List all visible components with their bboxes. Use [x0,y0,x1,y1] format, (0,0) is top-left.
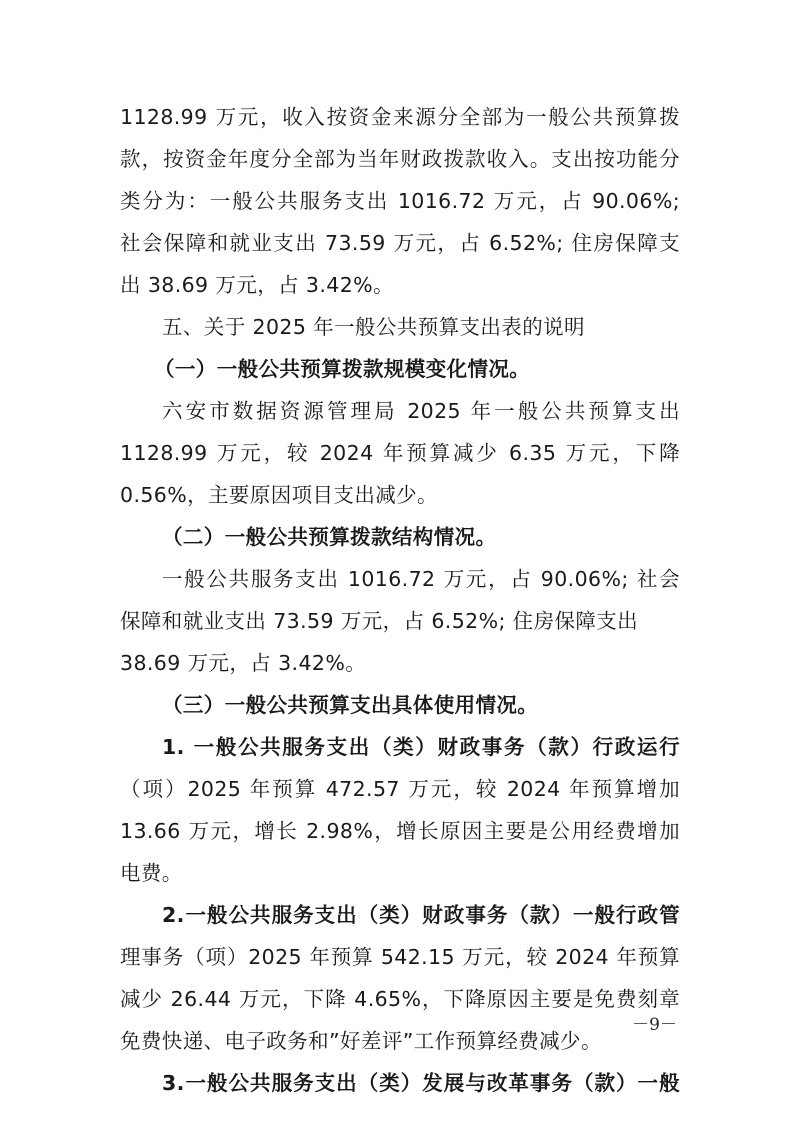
item-heading-line: 2.一般公共服务支出（类）财政事务（款）一般行政管 [162,903,680,927]
paragraph-line: 减少 26.44 万元，下降 4.65%，下降原因主要是免费刻章 [120,987,680,1011]
paragraph-line: 理事务（项）2025 年预算 542.15 万元，较 2024 年预算 [120,945,680,969]
paragraph-line: 一般公共服务支出 1016.72 万元，占 90.06%; 社会 [162,567,680,591]
paragraph-line: 1128.99 万元，较 2024 年预算减少 6.35 万元，下降 [120,441,680,465]
subsection-heading: （三）一般公共预算支出具体使用情况。 [162,693,539,717]
paragraph-line: （项）2025 年预算 472.57 万元，较 2024 年预算增加 [120,777,680,801]
item-heading-line: 3.一般公共服务支出（类）发展与改革事务（款）一般 [162,1071,680,1095]
paragraph-line: 保障和就业支出 73.59 万元，占 6.52%; 住房保障支出 [120,609,639,633]
paragraph-line: 0.56%，主要原因项目支出减少。 [120,483,438,507]
section-heading: 五、关于 2025 年一般公共预算支出表的说明 [162,315,585,339]
paragraph-line: 社会保障和就业支出 73.59 万元，占 6.52%; 住房保障支 [120,231,680,255]
document-body [120,96,680,1104]
paragraph-line: 13.66 万元，增长 2.98%，增长原因主要是公用经费增加 [120,819,680,843]
item-heading-line: 1. 一般公共服务支出（类）财政事务（款）行政运行 [162,735,680,759]
paragraph-line: 款，按资金年度分全部为当年财政拨款收入。支出按功能分 [120,147,680,171]
page-number: －9－ [632,1015,677,1035]
paragraph-line: 38.69 万元，占 3.42%。 [120,651,367,675]
paragraph-line: 类分为：一般公共服务支出 1016.72 万元，占 90.06%; [120,189,680,213]
paragraph-line: 免费快递、电子政务和”好差评”工作预算经费减少。 [120,1029,602,1053]
paragraph-line: 六安市数据资源管理局 2025 年一般公共预算支出 [162,399,680,423]
subsection-heading: （二）一般公共预算拨款结构情况。 [162,525,497,549]
paragraph-line: 电费。 [120,861,183,885]
paragraph-line: 出 38.69 万元，占 3.42%。 [120,273,394,297]
subsection-heading: （一）一般公共预算拨款规模变化情况。 [154,357,531,381]
paragraph-line: 1128.99 万元，收入按资金来源分全部为一般公共预算拨 [120,105,680,129]
